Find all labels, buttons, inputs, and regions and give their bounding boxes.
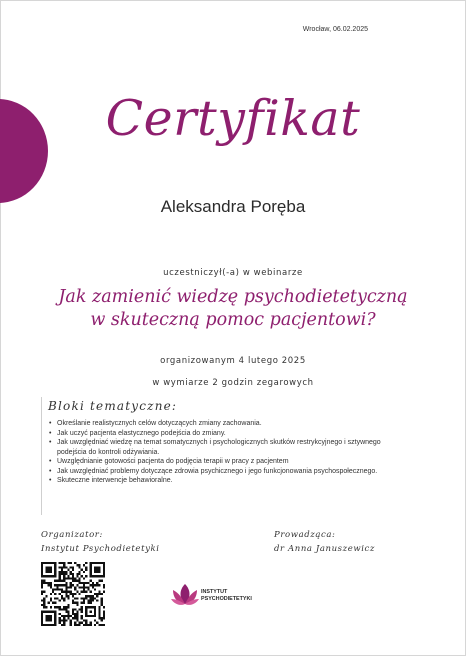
- list-item: [48, 457, 400, 467]
- list-item: [48, 419, 400, 429]
- date-line: Wrocław, 06.02.2025: [302, 26, 368, 33]
- topic-text: Uwzględnianie gotowości pacjenta do podjęcia terapii w pracy z pacjentem: [57, 458, 289, 465]
- topic-text: Jak uwzględniać wiedzę na temat somatycznych i psychologicznych skutków restrykcyjnego i sztywnego podejścia do kontroli odżywiania.: [57, 439, 381, 456]
- organizer-label: Organizator:: [41, 530, 103, 540]
- bullet: •: [49, 477, 52, 484]
- participation-text: uczestniczył(-a) w webinarze: [163, 268, 303, 278]
- logo-line2: PSYCHODIETETYKI: [201, 595, 252, 602]
- list-item: [48, 476, 400, 486]
- bullet: •: [49, 458, 52, 465]
- bullet: •: [49, 420, 52, 427]
- qr-code-icon[interactable]: [41, 562, 105, 626]
- topic-text: Skuteczne interwencje behawioralne.: [57, 477, 173, 484]
- lecturer-label: Prowadząca:: [274, 530, 336, 540]
- lecturer-name: dr Anna Januszewicz: [274, 544, 375, 554]
- topic-text: Jak uczyć pacjenta elastycznego podejścia do zmiany.: [57, 429, 226, 437]
- topic-text: Określanie realistycznych celów dotyczących zmiany zachowania.: [57, 420, 262, 427]
- webinar-title-line1: Jak zamienić wiedzę psychodietetyczną: [58, 287, 408, 307]
- webinar-title-line2: w skuteczną pomoc pacjentowi?: [90, 310, 376, 330]
- lotus-logo-icon: [170, 580, 200, 610]
- recipient-name: Aleksandra Poręba: [160, 197, 306, 216]
- list-item: [48, 438, 400, 457]
- topics-heading: Bloki tematyczne:: [48, 399, 178, 413]
- logo-text: [201, 589, 252, 602]
- duration-text: w wymiarze 2 godzin zegarowych: [152, 378, 314, 388]
- bullet: •: [49, 439, 52, 446]
- bullet: •: [49, 429, 52, 437]
- institute-logo: [170, 576, 290, 616]
- list-item: [48, 429, 400, 439]
- organized-date-text: organizowanym 4 lutego 2025: [160, 356, 306, 366]
- topics-section: [41, 397, 400, 515]
- topic-text: Jak uwzględniać problemy dotyczące zdrowia psychicznego i jego funkcjonowania psychospołecznego.: [57, 467, 378, 475]
- topics-list: [48, 419, 400, 486]
- webinar-title: [0, 286, 466, 332]
- certificate-title: Certyfikat: [105, 90, 361, 147]
- logo-line1: INSTYTUT: [201, 589, 228, 595]
- list-item: [48, 467, 400, 477]
- organizer-name: Instytut Psychodietetyki: [41, 544, 160, 554]
- bullet: •: [49, 467, 52, 475]
